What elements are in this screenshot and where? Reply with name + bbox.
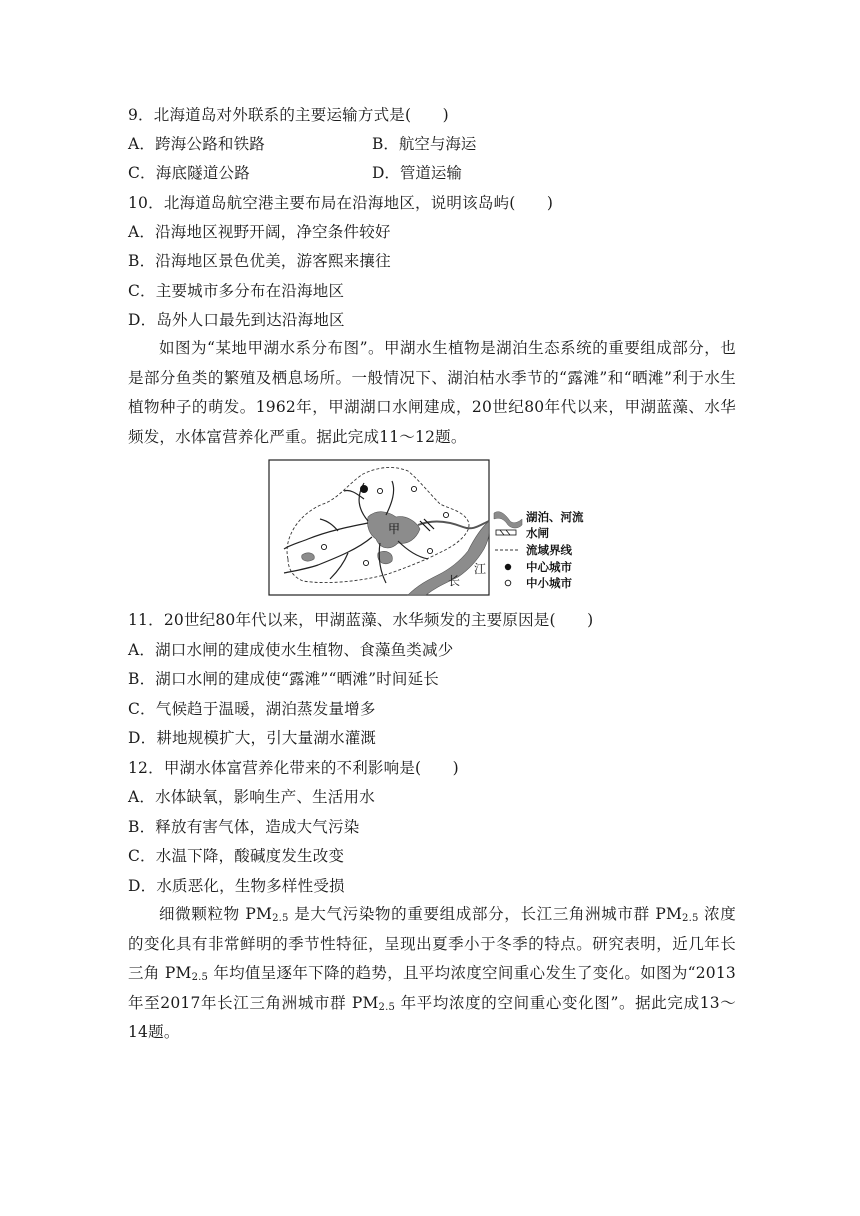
lake-outlet bbox=[418, 521, 489, 528]
svg-text:水闸: 水闸 bbox=[526, 526, 549, 540]
question-9-option-d: D．管道运输 bbox=[372, 164, 462, 182]
question-10-option-d: D．岛外人口最先到达沿海地区 bbox=[128, 311, 345, 329]
question-10-option-c: C．主要城市多分布在沿海地区 bbox=[128, 282, 345, 300]
river-label-jiang: 江 bbox=[474, 562, 487, 576]
lake-river-icon bbox=[494, 512, 522, 528]
question-11-stem: 11．20世纪80年代以来，甲湖蓝藻、水华频发的主要原因是( ) bbox=[128, 611, 594, 629]
filled-dot-icon bbox=[505, 564, 511, 570]
map-legend bbox=[494, 510, 584, 590]
question-11-option-c: C．气候趋于温暖，湖泊蒸发量增多 bbox=[128, 700, 376, 718]
hollow-dot-icon bbox=[505, 580, 511, 586]
question-9-option-c: C．海底隧道公路 bbox=[128, 164, 250, 182]
question-10-option-b: B．沿海地区景色优美，游客熙来攘往 bbox=[128, 252, 391, 270]
question-11-option-a: A．湖口水闸的建成使水生植物、食藻鱼类减少 bbox=[128, 641, 454, 659]
sluice-legend-icon bbox=[496, 530, 516, 535]
svg-text:中小城市: 中小城市 bbox=[526, 576, 572, 590]
question-12-option-d: D．水质恶化，生物多样性受损 bbox=[128, 877, 345, 895]
question-12-option-a: A．水体缺氧，影响生产、生活用水 bbox=[128, 788, 375, 806]
central-city-dot bbox=[360, 485, 368, 493]
question-11-option-d: D．耕地规模扩大，引大量湖水灌溉 bbox=[128, 729, 377, 747]
river-label-chang: 长 bbox=[448, 574, 461, 588]
lake-west bbox=[302, 553, 315, 561]
question-9-option-a: A．跨海公路和铁路 bbox=[128, 135, 265, 153]
lake-water-system-map bbox=[268, 459, 598, 597]
svg-text:湖泊、河流: 湖泊、河流 bbox=[526, 510, 584, 524]
passage-lake-intro: 如图为“某地甲湖水系分布图”。甲湖水生植物是湖泊生态系统的重要组成部分，也是部分鱼类的繁殖及栖息场所。一般情况下、湖泊枯水季节的“露滩”和“晒滩”利于水生植物种子的萌发。1962年，甲湖湖口水闸建成，20世纪80年代以来，甲湖蓝藻、水华频发，水体富营养化严重。据此完成11～12题。 bbox=[128, 339, 736, 446]
question-10-stem: 10．北海道岛航空港主要布局在沿海地区，说明该岛屿( ) bbox=[128, 194, 554, 212]
question-12-option-b: B．释放有害气体，造成大气污染 bbox=[128, 818, 360, 836]
question-9-stem: 9．北海道岛对外联系的主要运输方式是( ) bbox=[128, 106, 449, 124]
svg-text:流域界线: 流域界线 bbox=[526, 543, 572, 557]
question-10-option-a: A．沿海地区视野开阔，净空条件较好 bbox=[128, 223, 391, 241]
question-9-option-b: B．航空与海运 bbox=[372, 135, 477, 153]
question-12-stem: 12．甲湖水体富营养化带来的不利影响是( ) bbox=[128, 759, 459, 777]
lake-label: 甲 bbox=[388, 522, 401, 536]
question-12-option-c: C．水温下降，酸碱度发生改变 bbox=[128, 847, 345, 865]
question-11-option-b: B．湖口水闸的建成使“露滩”“晒滩”时间延长 bbox=[128, 670, 439, 688]
passage-pm25-intro: 细微颗粒物 $PM_{2.5}$ 是大气污染物的重要组成部分，长江三角洲城市群 $PM_{2.5}$ 浓度的变化具有非常鲜明的季节性特征，呈现出夏季小于冬季的特点。研究表明，近几年长三角 $PM_{2.5}$ 年均值呈逐年下降的趋势，且平均浓度空间重心发生了变化。如图为“2013年至2017年长江三角洲城市群 $PM_{2.5}$ 年平均浓度的空间重心变化图”。据此完成13～14题。 bbox=[128, 905, 736, 1041]
svg-text:中心城市: 中心城市 bbox=[526, 560, 572, 574]
